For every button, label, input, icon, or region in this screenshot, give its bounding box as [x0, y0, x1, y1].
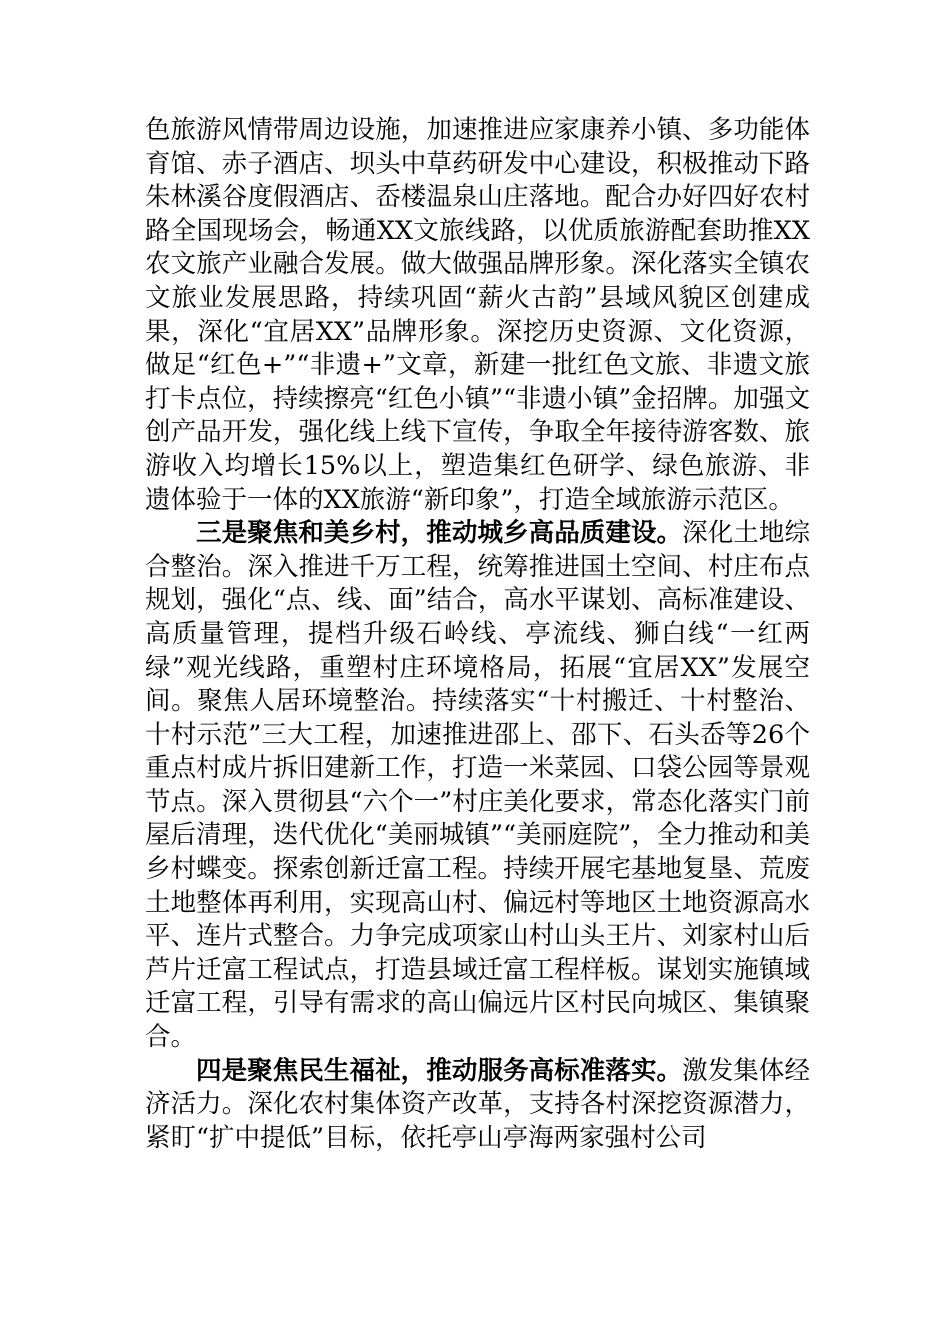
paragraph-2-lead: 三是聚焦和美乡村，推动城乡高品质建设。 — [196, 518, 683, 549]
document-body — [145, 114, 810, 1155]
paragraph-3-lead: 四是聚焦民生福祉，推动服务高标准落实。 — [196, 1055, 683, 1086]
paragraph-3 — [145, 1055, 810, 1156]
paragraph-3-text: 激发集体经济活力。深化农村集体资产改革，支持各村深挖资源潜力，紧盯“扩中提低”目标，依托亭山亭海两家强村公司 — [145, 1055, 810, 1153]
paragraph-1 — [145, 114, 810, 517]
paragraph-1-text: 色旅游风情带周边设施，加速推进应家康养小镇、多功能体育馆、赤子酒店、坝头中草药研发中心建设，积极推动下路朱林溪谷度假酒店、岙楼温泉山庄落地。配合办好四好农村路全国现场会，畅通XX文旅线路，以优质旅游配套助推XX农文旅产业融合发展。做大做强品牌形象。深化落实全镇农文旅业发展思路，持续巩固“薪火古韵”县域风貌区创建成果，深化“宜居XX”品牌形象。深挖历史资源、文化资源，做足“红色+”“非遗+”文章，新建一批红色文旅、非遗文旅打卡点位，持续擦亮“红色小镇”“非遗小镇”金招牌。加强文创产品开发，强化线上线下宣传，争取全年接待游客数、旅游收入均增长15%以上，塑造集红色研学、绿色旅游、非遗体验于一体的XX旅游“新印象”，打造全域旅游示范区。 — [145, 115, 810, 515]
paragraph-2 — [145, 517, 810, 1055]
paragraph-2-text: 深化土地综合整治。深入推进千万工程，统筹推进国土空间、村庄布点规划，强化“点、线、面”结合，高水平谋划、高标准建设、高质量管理，提档升级石岭线、亭流线、狮白线“一红两绿”观光线路，重塑村庄环境格局，拓展“宜居XX”发展空间。聚焦人居环境整治。持续落实“十村搬迁、十村整治、十村示范”三大工程，加速推进邵上、邵下、石头岙等26个重点村成片拆旧建新工作，打造一米菜园、口袋公园等景观节点。深入贯彻县“六个一”村庄美化要求，常态化落实门前屋后清理，迭代优化“美丽城镇”“美丽庭院”，全力推动和美乡村蝶变。探索创新迁富工程。持续开展宅基地复垦、荒废土地整体再利用，实现高山村、偏远村等地区土地资源高水平、连片式整合。力争完成项家山村山头王片、刘家村山后芦片迁富工程试点，打造县域迁富工程样板。谋划实施镇域迁富工程，引导有需求的高山偏远片区村民向城区、集镇聚合。 — [145, 518, 810, 1053]
